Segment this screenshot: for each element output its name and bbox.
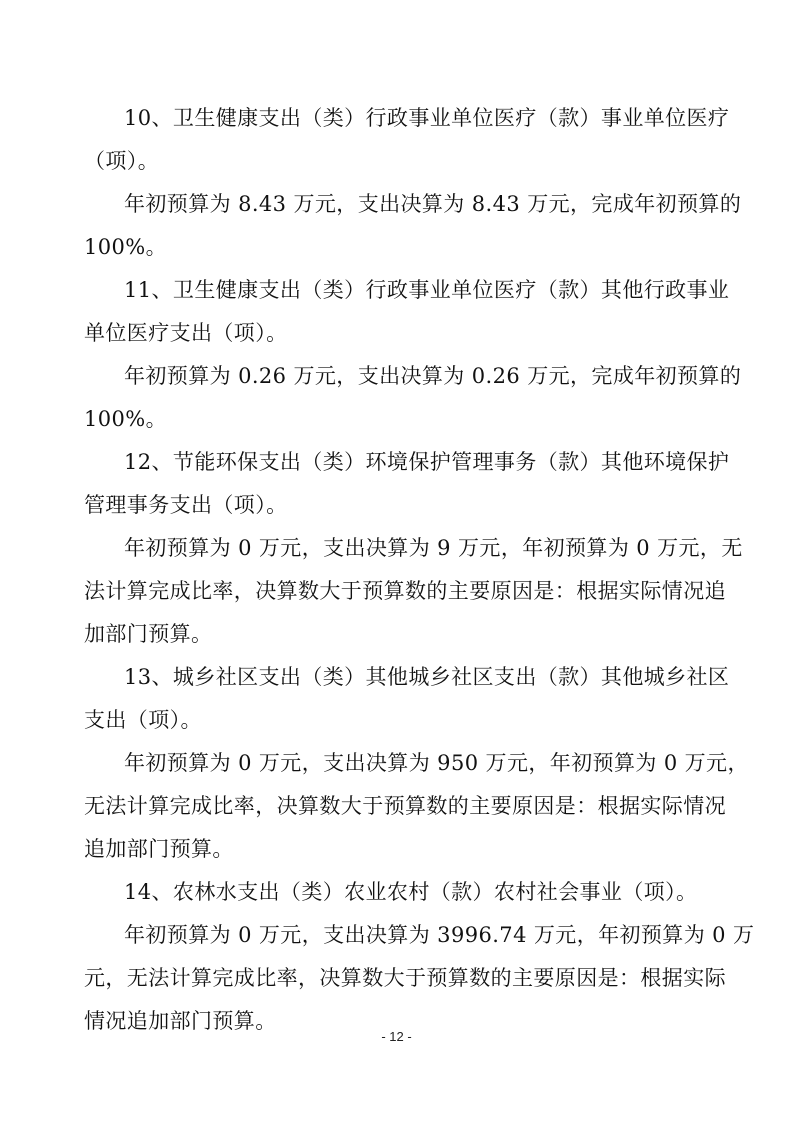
item-10-heading-line-1: 10、卫生健康支出（类）行政事业单位医疗（款）事业单位医疗 <box>124 106 730 130</box>
item-13-heading-line-2: 支出（项）。 <box>84 708 202 732</box>
item-10-body-line-2: 100%。 <box>84 235 168 259</box>
item-12-body-line-2: 法计算完成比率，决算数大于预算数的主要原因是：根据实际情况追 <box>84 579 726 603</box>
item-14-body-line-2: 元，无法计算完成比率，决算数大于预算数的主要原因是：根据实际 <box>84 966 726 990</box>
item-12-heading-line-1: 12、节能环保支出（类）环境保护管理事务（款）其他环境保护 <box>124 450 730 474</box>
item-14-body-line-1: 年初预算为 0 万元，支出决算为 3996.74 万元，年初预算为 0 万 <box>124 923 755 947</box>
item-10-body-line-1: 年初预算为 8.43 万元，支出决算为 8.43 万元，完成年初预算的 <box>124 192 742 216</box>
item-12-heading-line-2: 管理事务支出（项）。 <box>84 493 288 517</box>
item-14-body-line-3: 情况追加部门预算。 <box>84 1009 277 1033</box>
item-13-body-line-1: 年初预算为 0 万元，支出决算为 950 万元，年初预算为 0 万元， <box>124 751 749 775</box>
item-14-heading-line-1: 14、农林水支出（类）农业农村（款）农村社会事业（项）。 <box>124 880 698 904</box>
item-11-body-line-1: 年初预算为 0.26 万元，支出决算为 0.26 万元，完成年初预算的 <box>124 364 742 388</box>
page-number: - 12 - <box>381 1029 412 1044</box>
item-10-heading-line-2: （项）。 <box>84 149 160 173</box>
item-11-heading-line-2: 单位医疗支出（项）。 <box>84 321 288 345</box>
item-11-heading-line-1: 11、卫生健康支出（类）行政事业单位医疗（款）其他行政事业 <box>124 278 730 302</box>
item-12-body-line-1: 年初预算为 0 万元，支出决算为 9 万元，年初预算为 0 万元，无 <box>124 536 743 560</box>
item-13-heading-line-1: 13、城乡社区支出（类）其他城乡社区支出（款）其他城乡社区 <box>124 665 730 689</box>
item-13-body-line-2: 无法计算完成比率，决算数大于预算数的主要原因是：根据实际情况 <box>84 794 726 818</box>
item-13-body-line-3: 追加部门预算。 <box>84 837 234 861</box>
item-12-body-line-3: 加部门预算。 <box>84 622 213 646</box>
item-11-body-line-2: 100%。 <box>84 407 168 431</box>
